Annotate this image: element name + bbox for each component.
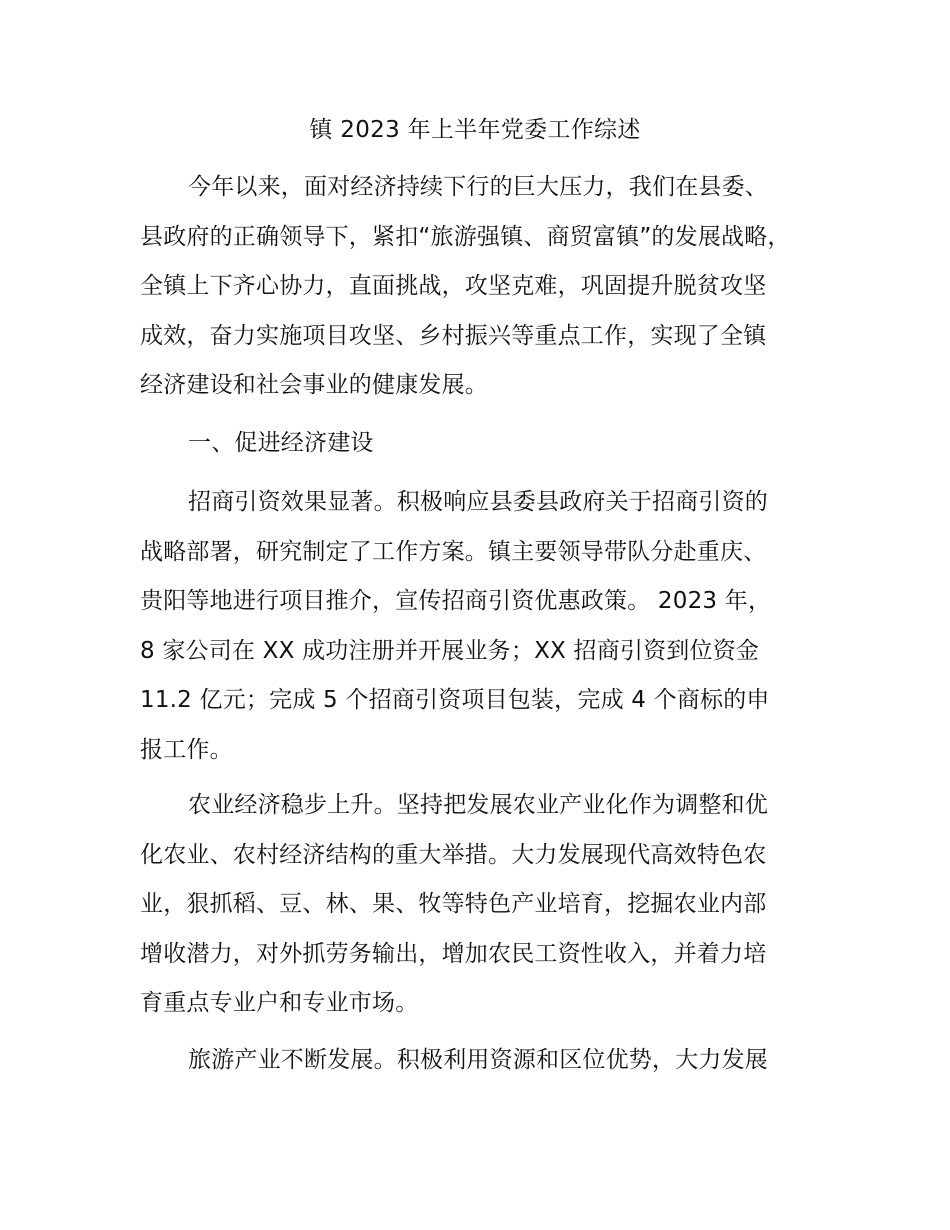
paragraph-investment — [140, 478, 840, 775]
paragraph-line: 育重点专业户和专业市场。 — [140, 990, 419, 1016]
paragraph-tourism — [140, 1036, 840, 1086]
paragraph-intro — [140, 163, 840, 411]
paragraph-line: 战略部署，研究制定了工作方案。镇主要领导带队分赴重庆、 — [140, 538, 767, 565]
section-heading — [140, 419, 840, 469]
paragraph-line: 11.2 亿元；完成 5 个招商引资项目包装，完成 4 个商标的申 — [140, 687, 770, 713]
paragraph-line: 化农业、农村经济结构的重大举措。大力发展现代高效特色农 — [140, 841, 767, 868]
paragraph-line: 报工作。 — [140, 736, 233, 763]
paragraph-line: 招商引资效果显著。积极响应县委县政府关于招商引资的 — [188, 489, 768, 515]
paragraph-line: 今年以来，面对经济持续下行的巨大压力，我们在县委、 — [188, 174, 768, 200]
paragraph-line: 经济建设和社会事业的健康发展。 — [140, 372, 488, 398]
paragraph-line: 成效，奋力实施项目攻坚、乡村振兴等重点工作，实现了全镇 — [140, 322, 767, 349]
document-title: 镇 2023 年上半年党委工作综述 — [309, 117, 641, 143]
paragraph-line: 旅游产业不断发展。积极利用资源和区位优势，大力发展 — [188, 1047, 768, 1073]
paragraph-line: 农业经济稳步上升。坚持把发展农业产业化作为调整和优 — [188, 792, 768, 818]
paragraph-agriculture — [140, 781, 840, 1029]
paragraph-line: 8 家公司在 XX 成功注册并开展业务；XX 招商引资到位资金 — [140, 637, 760, 664]
paragraph-line: 全镇上下齐心协力，直面挑战，攻坚克难，巩固提升脱贫攻坚 — [140, 273, 767, 299]
paragraph-line: 增收潜力，对外抓劳务输出，增加农民工资性收入，并着力培 — [140, 940, 767, 967]
section-heading-text: 一、促进经济建设 — [188, 430, 374, 456]
paragraph-line: 贵阳等地进行项目推介，宣传招商引资优惠政策。 2023 年， — [140, 588, 772, 614]
paragraph-line: 业，狠抓稻、豆、林、果、牧等特色产业培育，挖掘农业内部 — [140, 891, 767, 917]
paragraph-line: 县政府的正确领导下，紧扣“旅游强镇、商贸富镇”的发展战略， — [140, 223, 791, 250]
